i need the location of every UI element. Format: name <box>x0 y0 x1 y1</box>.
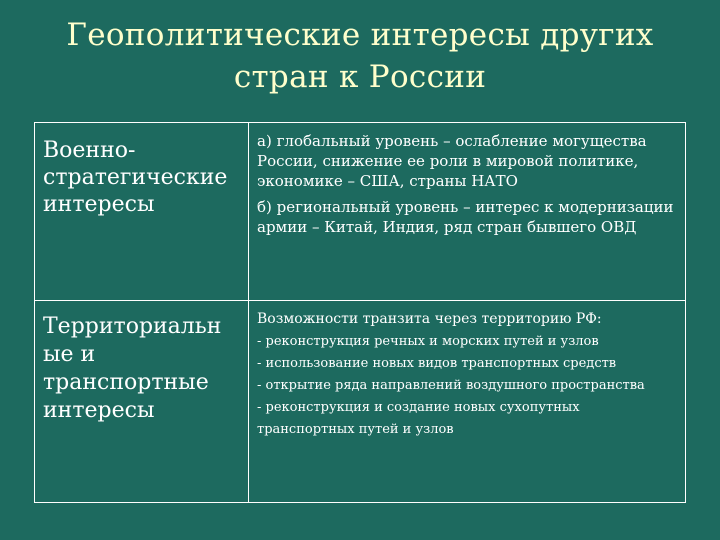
list-item: - использование новых видов транспортных средств <box>257 356 617 371</box>
list-item: - реконструкция и создание новых сухопутных транспортных путей и узлов <box>257 400 580 437</box>
transit-list <box>257 331 679 441</box>
list-item: - открытие ряда направлений воздушного пространства <box>257 378 645 393</box>
transit-heading: Возможности транзита через территорию РФ: <box>257 311 602 327</box>
territorial-label: Территориальн ые и транспортные интересы <box>43 314 222 423</box>
slide-title-line-1: Геополитические интересы других <box>66 17 654 53</box>
global-level-text: а) глобальный уровень – ослабление могущества России, снижение ее роли в мировой политике, экономике – США, страны НАТО <box>257 132 647 190</box>
list-item: - реконструкция речных и морских путей и узлов <box>257 334 599 349</box>
military-label-cell <box>35 123 249 301</box>
military-label: Военно- стратегические интересы <box>43 138 228 217</box>
table-row-territorial <box>35 301 686 503</box>
table-row-military <box>35 123 686 301</box>
territorial-label-cell <box>35 301 249 503</box>
interests-table <box>34 122 686 503</box>
slide-title-line-2: стран к России <box>233 59 487 95</box>
military-description-cell <box>249 123 686 301</box>
territorial-description-cell <box>249 301 686 503</box>
regional-level-text: б) региональный уровень – интерес к модернизации армии – Китай, Индия, ряд стран бывшего ОВД <box>257 198 674 236</box>
slide-title <box>20 14 700 98</box>
